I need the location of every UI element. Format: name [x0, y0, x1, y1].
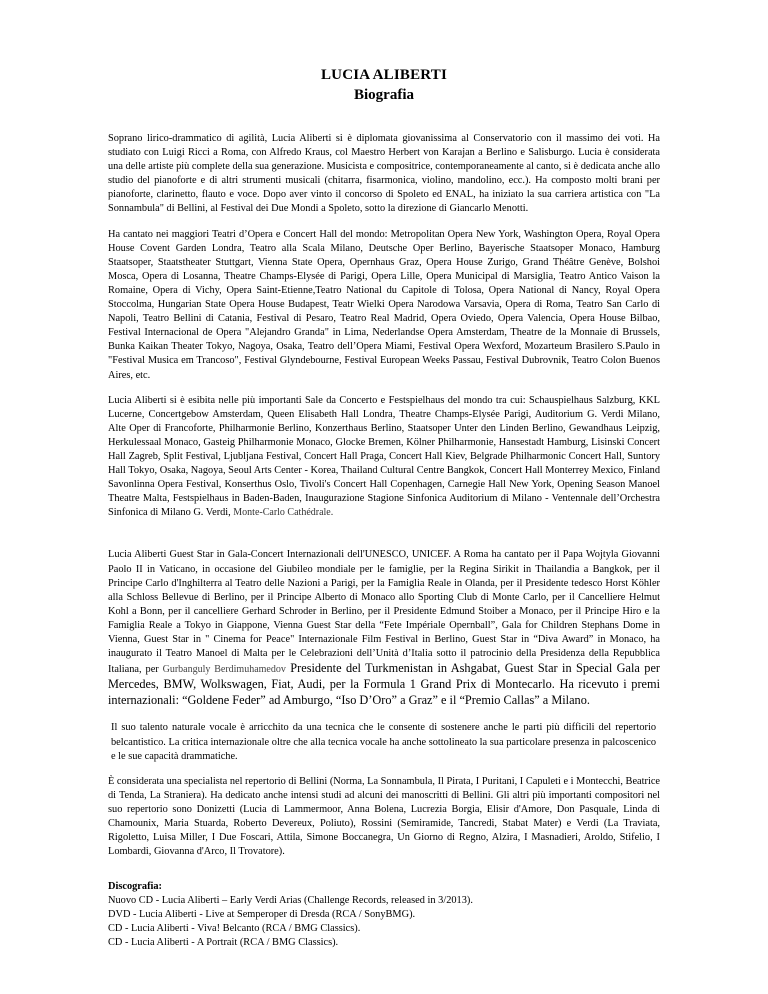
concert-halls-tail: Monte-Carlo Cathédrale. — [230, 507, 334, 519]
paragraph-theatres: Ha cantato nei maggiori Teatri d’Opera e Concert Hall del mondo: Metropolitan Opera New York, Washington Opera, Royal Opera House Covent Garden Londra, Teatro alla Scala Milano, Deutsche Oper Berlino, Bayerische Staatsoper Monaco, Hamburg Staatsoper, Staatstheater Stuttgart, Vienna State Opera, Opernhaus Graz, Opera House Zurigo, Grand Théâtre Genève, Bolshoi Mosca, Opera di Losanna, Theatre Champs-Elysée di Parigi, Opera Lille, Opera Municipal di Marsiglia, Teatro Antico Vaison la Romaine, Opera di Vichy, Opera Saint-Etienne,Teatro National du Capitole di Tolosa, Opera National di Nancy, Royal Opera Stoccolma, Hungarian State Opera House Budapest, Teatr Wielki Opera Narodowa Varsavia, Opera di Roma, Teatro San Carlo di Napoli, Teatro Bellini di Catania, Festival di Pesaro, Teatro Real Madrid, Opera Oviedo, Opera Valencia, Opera House Bilbao, Festival Internacional de Opera "Alejandro Granda" in Lima, Nederlandse Opera Amsterdam, Theatre de la Monnaie di Brussels, Bunka Kaikan Theater Tokyo, Nagoya, Osaka, Teatro dell’Opera Miami, Festival Opera Wexford, Mozarteum Brasilero S.Paulo in "Festival Musica em Trancoso", Festival Glyndebourne, Festival European Weeks Passau, Festival Dubrovnik, Teatro Colon Buenos Aires, etc. — [108, 228, 660, 381]
document-page — [108, 66, 660, 950]
discography-item: DVD - Lucia Aliberti - Live at Semperoper di Dresda (RCA / SonyBMG). — [108, 909, 416, 921]
paragraph-intro: Soprano lirico-drammatico di agilità, Lucia Aliberti si è diplomata giovanissima al Conservatorio con il massimo dei voti. Ha studiato con Luigi Ricci a Roma, con Alfredo Kraus, col Maestro Herbert von Karajan a Berlino e Salisburgo. Lucia è considerata una delle artiste più complete della sua generazione. Musicista e compositrice, contemporaneamente al canto, si è dedicata anche allo studio del pianoforte e di altri strumenti musicali (chitarra, fisarmonica, violino, mandolino, ecc.). Ha composto molti brani per pianoforte, clarinetto, flauto e voce. Dopo aver vinto il concorso di Spoleto ed ENAL, ha iniziato la sua carriera artistica con "La Sonnambula" di Bellini, al Festival dei Due Mondi a Spoleto, sotto la direzione di Giancarlo Menotti. — [108, 133, 660, 215]
concert-halls-text: Lucia Aliberti si è esibita nelle più importanti Sale da Concerto e Festspielhaus del mondo tra cui: Schauspielhaus Salzburg, KKL Lucerne, Concertgebow Amsterdam, Queen Elisabeth Hall Londra, Theatre Champs-Elysée Parigi, Auditorium G. Verdi Milano, Alte Oper di Francoforte, Philharmonie Berlino, Konzerthaus Berlino, Staatsoper Unter den Linden Berlino, Gewandhaus Leipzig, Herkulessaal Monaco, Gasteig Philharmonie Monaco, Glocke Bremen, Kölner Philharmonie, Hansestadt Hamburg, Lisinski Concert Hall Zagreb, Split Festival, Ljubljana Festival, Concert Hall Praga, Concert Hall Kiev, Belgrade Philharmonic Concert Hall, Suntory Hall Tokyo, Osaka, Nagoya, Seoul Arts Center - Korea, Thailand Cultural Centre Bangkok, Concert Hall Monterrey Mexico, Finland Savonlinna Opera Festival, Konserthus Oslo, Tivoli's Concert Hall Copenhagen, Carnegie Hall New York, Opening Season Manoel Theatre Malta, Festspielhaus in Baden-Baden, Inaugurazione Stagione Sinfonica Auditorium di Milano - Ventennale dell’Orchestra Sinfonica di Milano G. Verdi, — [108, 394, 660, 519]
paragraph-talent: Il suo talento naturale vocale è arricchito da una tecnica che le consente di sostenere anche le parti più difficili del repertorio belcantistico. La critica internazionale oltre che alla tecnica vocale ha anche sottolineato la sua particolare presenza in palcoscenico e le sue capacità drammatiche. — [111, 722, 656, 762]
guest-star-text: Lucia Aliberti Guest Star in Gala-Concert Internazionali dell'UNESCO, UNICEF. A Roma ha cantato per il Papa Wojtyla Giovanni Paolo II in Vaticano, in occasione del Giubileo mondiale per le famiglie, per la Regina Sirikit in Thailandia a Bangkok, per il Principe Carlo d'Inghilterra al Teatro delle Nazioni a Parigi, per la Famiglia Reale in Olanda, per il Presidente tedesco Horst Köhler alla Schloss Bellevue di Berlino, per il Principe Alberto di Monaco allo Sporting Club di Monte Carlo, per il Cancelliere Helmut Kohl a Bonn, per il cancelliere Gerhard Schroder in Berlino, per il Presidente Edmund Stoiber a Monaco, per il Principe Hiro e la Famiglia Reale a Tokyo in Giappone, Vienna Guest Star della “Fete Impériale Opernball”, Gala for Children Stephans Dome in Vienna, Guest Star in " Cinema for Peace" Internazionale Film Festival in Berlino, Guest Star in “Diva Award” in Monaco, ha inaugurato il Teatro Manoel di Malta per le Celebrazioni dell’Unità d’Italia sotto il patrocinio della Presidenza della Repubblica Italiana, per — [108, 549, 660, 676]
discography-title: Discografia: — [108, 881, 163, 893]
discography-item: CD - Lucia Aliberti - Viva! Belcanto (RCA / BMG Classics). — [108, 923, 361, 935]
paragraph-concert-halls — [108, 394, 660, 521]
discography-section — [108, 880, 660, 950]
page-title: LUCIA ALIBERTI — [320, 67, 448, 83]
guest-star-name: Gurbanguly Berdimuhamedov — [158, 664, 286, 676]
paragraph-repertoire: È considerata una specialista nel repertorio di Bellini (Norma, La Sonnambula, Il Pirata, I Puritani, I Capuleti e i Montecchi, Beatrice di Tenda, La Straniera). Ha dedicato anche intensi studi ad alcuni dei manoscritti di Bellini. Gli altri più importanti compositori nel suo repertorio sono Donizetti (Lucia di Lammermoor, Anna Bolena, Lucrezia Borgia, Elisir d'Amore, Don Pasquale, Linda di Chamounix, Maria Stuarda, Roberto Devereux, Poliuto), Rossini (Semiramide, Tancredi, Stabat Mater) e Verdi (La Traviata, Rigoletto, Luisa Miller, I Due Foscari, Attila, Simone Boccanegra, Un Giorno di Regno, Alzira, I Masnadieri, Aroldo, Stifelio, I Lombardi, Giovanna d'Arco, Il Trovatore). — [108, 775, 660, 858]
page-subtitle: Biografia — [354, 87, 414, 103]
guest-star-tail: Presidente del Turkmenistan in Ashgabat, Guest Star in Special Gala per Mercedes, BMW, Wolkswagen, Fiat, Audi, per la Formula 1 Grand Prix di Montecarlo. Ha ricevuto i premi internazionali: “Goldene Feder” ad Amburgo, “Iso D’Oro” a Graz” e il “Premio Callas” a Milano. — [108, 661, 660, 708]
paragraph-guest-star — [108, 548, 660, 709]
discography-item: CD - Lucia Aliberti - A Portrait (RCA / BMG Classics). — [108, 937, 339, 949]
discography-item: Nuovo CD - Lucia Aliberti – Early Verdi Arias (Challenge Records, released in 3/2013). — [108, 895, 473, 907]
